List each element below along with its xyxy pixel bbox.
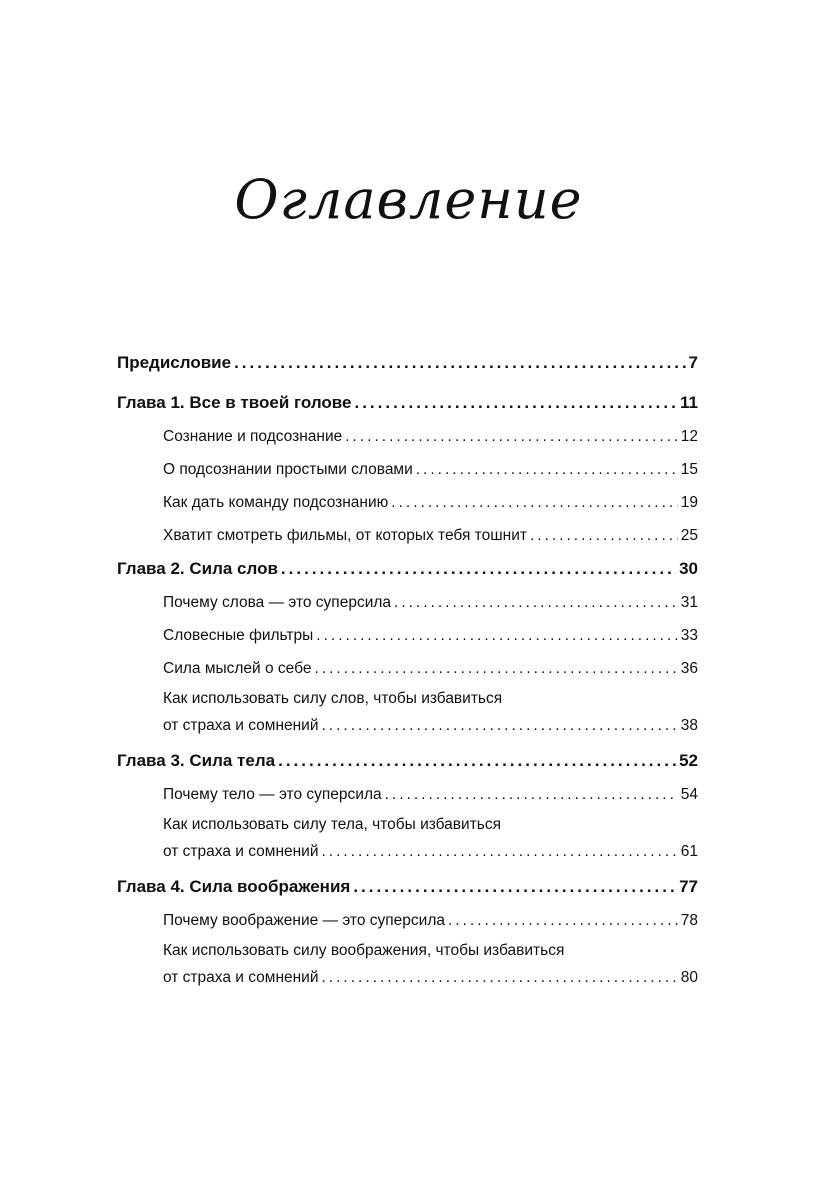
toc-chapter-heading[interactable] [117, 870, 698, 904]
toc-chapter-heading[interactable] [117, 386, 698, 420]
toc-page-number: 25 [680, 527, 698, 544]
toc-entry-label: О подсознании простыми словами [163, 461, 413, 478]
dot-leader [316, 619, 677, 652]
toc-page-number: 61 [680, 843, 698, 860]
toc-page-number: 33 [680, 627, 698, 644]
toc-entry-label: Хватит смотреть фильмы, от которых тебя тошнит [163, 527, 527, 544]
toc-page-number: 15 [680, 461, 698, 478]
toc-subentry[interactable] [163, 937, 698, 991]
toc-entry-label-line2: от страха и сомнений [163, 843, 319, 860]
toc-entry-label-line1: Как использовать силу воображения, чтобы избавиться [163, 942, 565, 959]
toc-page-number: 11 [680, 393, 698, 412]
toc-page-number: 78 [680, 912, 698, 929]
dot-leader [281, 552, 676, 586]
toc-entry-label: Словесные фильтры [163, 627, 314, 644]
toc-entry-label-line1: Как использовать силу тела, чтобы избавиться [163, 816, 502, 833]
toc-entry-label: Предисловие [117, 353, 232, 372]
toc-entry-label: Глава 1. Все в твоей голове [117, 393, 352, 412]
toc-chapter-1 [117, 386, 698, 552]
dot-leader [278, 744, 676, 778]
toc-entry-label-line2: от страха и сомнений [163, 969, 319, 986]
toc-subentry[interactable] [163, 652, 698, 685]
toc-entry-label: Сила мыслей о себе [163, 660, 312, 677]
page-title: Оглавление [234, 168, 583, 231]
toc-entry-preface[interactable] [117, 346, 698, 380]
toc-subentry[interactable] [163, 486, 698, 519]
dot-leader [322, 712, 678, 739]
toc-entry-label: Почему тело — это суперсила [163, 786, 382, 803]
toc-entry-label: Глава 3. Сила тела [117, 751, 276, 770]
toc-page-number: 30 [679, 559, 698, 578]
toc-subentry[interactable] [163, 778, 698, 811]
toc-subentry[interactable] [163, 586, 698, 619]
dot-leader [314, 652, 677, 685]
dot-leader [354, 386, 677, 420]
toc-entry-label-line2: от страха и сомнений [163, 717, 319, 734]
toc-entry-label: Глава 4. Сила воображения [117, 877, 351, 896]
toc-page-number: 77 [679, 877, 698, 896]
toc-page-number: 12 [680, 428, 698, 445]
toc-chapter-4 [117, 870, 698, 991]
toc-page-number: 80 [680, 969, 698, 986]
toc-chapter-2 [117, 552, 698, 739]
toc-subentry[interactable] [163, 420, 698, 453]
toc-entry-label: Почему воображение — это суперсила [163, 912, 445, 929]
dot-leader [322, 838, 678, 865]
toc-subentry[interactable] [163, 904, 698, 937]
dot-leader [448, 904, 678, 937]
dot-leader [322, 964, 678, 991]
toc-chapter-3 [117, 744, 698, 865]
toc-page-number: 36 [680, 660, 698, 677]
toc-subentry[interactable] [163, 619, 698, 652]
toc-entry-label: Почему слова — это суперсила [163, 594, 392, 611]
dot-leader [345, 420, 678, 453]
toc-entry-label: Глава 2. Сила слов [117, 559, 278, 578]
toc-page-number: 38 [680, 717, 698, 734]
toc-chapter-heading[interactable] [117, 552, 698, 586]
toc-subentry[interactable] [163, 685, 698, 739]
dot-leader [234, 346, 685, 380]
toc-subentry[interactable] [163, 811, 698, 865]
toc-chapter-heading[interactable] [117, 744, 698, 778]
toc-subentry[interactable] [163, 519, 698, 552]
dot-leader [391, 486, 677, 519]
dot-leader [394, 586, 678, 619]
toc-page-number: 19 [680, 494, 698, 511]
dot-leader [385, 778, 678, 811]
table-of-contents [117, 346, 698, 996]
toc-page-number: 52 [679, 751, 698, 770]
dot-leader [416, 453, 678, 486]
toc-page-number: 54 [680, 786, 698, 803]
toc-page-number: 31 [680, 594, 698, 611]
toc-entry-label: Как дать команду подсознанию [163, 494, 389, 511]
toc-page-number: 7 [688, 353, 698, 372]
toc-entry-label-line1: Как использовать силу слов, чтобы избавиться [163, 690, 503, 707]
dot-leader [530, 519, 678, 552]
toc-subentry[interactable] [163, 453, 698, 486]
toc-entry-label: Сознание и подсознание [163, 428, 343, 445]
dot-leader [353, 870, 676, 904]
